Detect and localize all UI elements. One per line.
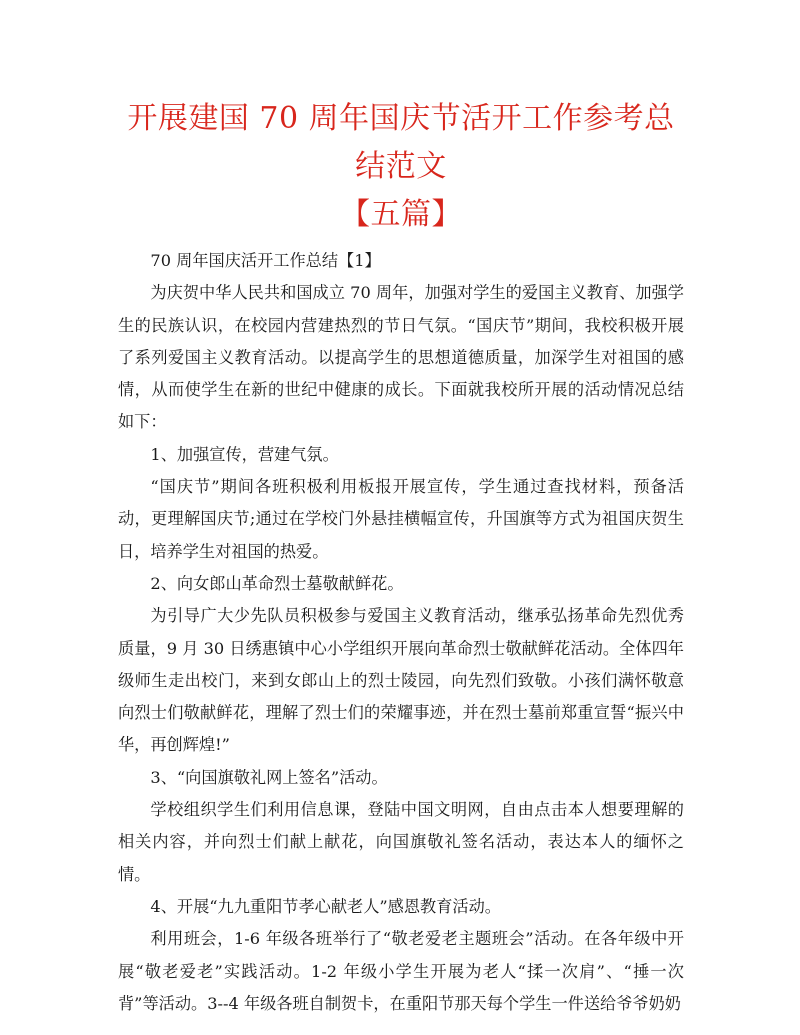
document-page xyxy=(118,95,684,1020)
body-paragraph: 为庆贺中华人民共和国成立 70 周年，加强对学生的爱国主义教育、加强学生的民族认识，在校园内营建热烈的节日气氛。“国庆节”期间，我校积极开展了系列爱国主义教育活动。以提高学生的思想道德质量，加深学生对祖国的感情，从而使学生在新的世纪中健康的成长。下面就我校所开展的活动情况总结如下： xyxy=(118,283,684,432)
document-title xyxy=(118,95,684,239)
document-body xyxy=(118,245,684,1020)
title-line-2: 【五篇】 xyxy=(340,197,462,232)
item-heading: 2、向女郎山革命烈士墓敬献鲜花。 xyxy=(150,573,404,593)
item-heading: 4、开展“九九重阳节孝心献老人”感恩教育活动。 xyxy=(150,896,501,916)
body-paragraph: “国庆节”期间各班积极利用板报开展宣传，学生通过查找材料，预备活动，更理解国庆节;通过在学校门外悬挂横幅宣传，升国旗等方式为祖国庆贺生日，培养学生对祖国的热爱。 xyxy=(118,477,684,561)
item-heading: 1、加强宣传，营建气氛。 xyxy=(150,444,339,464)
item-heading: 3、“向国旗敬礼网上签名”活动。 xyxy=(150,767,388,787)
title-line-1: 开展建国 70 周年国庆节活开工作参考总结范文 xyxy=(127,101,675,184)
body-paragraph: 利用班会，1-6 年级各班举行了“敬老爱老主题班会”活动。在各年级中开展“敬老爱老”实践活动。1-2 年级小学生开展为老人“揉一次肩”、“捶一次背”等活动。3--4 年级各班自制贺卡，在重阳节那天每个学生一件送给爷爷奶奶 xyxy=(118,929,684,1013)
body-paragraph: 为引导广大少先队员积极参与爱国主义教育活动，继承弘扬革命先烈优秀质量，9 月 30 日绣惠镇中心小学组织开展向革命烈士敬献鲜花活动。全体四年级师生走出校门，来到女郎山上的烈士陵园，向先烈们致敬。小孩们满怀敬意向烈士们敬献鲜花，理解了烈士们的荣耀事迹，并在烈士墓前郑重宣誓“振兴中华，再创辉煌!” xyxy=(118,606,684,755)
section-heading: 70 周年国庆活开工作总结【1】 xyxy=(150,251,381,270)
body-paragraph: 学校组织学生们利用信息课，登陆中国文明网，自由点击本人想要理解的相关内容，并向烈士们献上献花，向国旗敬礼签名活动，表达本人的缅怀之情。 xyxy=(118,800,684,884)
